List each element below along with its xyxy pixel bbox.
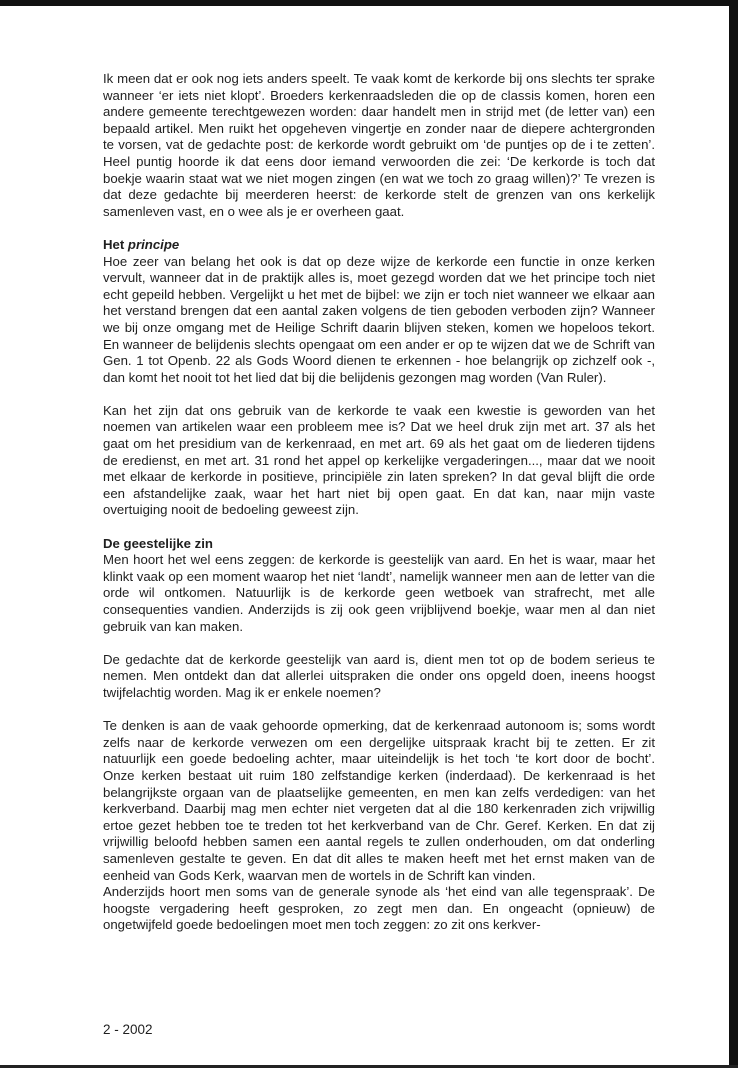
body-text xyxy=(103,71,655,934)
heading-het-principe xyxy=(103,237,655,254)
page-footer-issue: 2 - 2002 xyxy=(103,1022,153,1037)
paragraph-artikelen: Kan het zijn dat ons gebruik van de kerkorde te vaak een kwestie is geworden van het noemen van artikelen waar een probleem mee is? Dat we heel druk zijn met art. 37 als het gaat om het presidium van de kerkenraad, en met art. 69 als het gaat om de liederen tijdens de eredienst, en met art. 31 rond het appel op kerkelijke vergaderingen..., maar dat we nooit met elkaar de kerkorde in positieve, principiële zin laten spreken? In dat geval blijft die orde een afstandelijke zaak, waar het hart niet bij open gaat. En dat kan, naar mijn vaste overtuiging nooit de bedoeling geweest zijn. xyxy=(103,402,655,518)
scan-border-top xyxy=(0,0,738,6)
heading-geestelijke-zin: De geestelijke zin xyxy=(103,535,213,551)
scan-border-right xyxy=(729,0,738,1068)
paragraph-gedachte: De gedachte dat de kerkorde geestelijk van aard is, dient men tot op de bodem serieus te nemen. Men ontdekt dan dat allerlei uitspraken die onder ons opgeld doen, ineens hoogst twijfelachtig worden. Mag ik er enkele noemen? xyxy=(103,651,655,700)
paragraph-intro: Ik meen dat er ook nog iets anders speelt. Te vaak komt de kerkorde bij ons slechts ter sprake wanneer ‘er iets niet klopt’. Broeders kerkenraadsleden die op de classis komen, horen een andere gemeente terechtgewezen worden: daar handelt men in strijd met (de letter van) een bepaald artikel. Men ruikt het opgeheven vingertje en zonder naar de diepere achtergronden te vorsen, vat de gedachte post: de kerkorde wordt gebruikt om ‘de puntjes op de i te zetten’. Heel puntig hoorde ik dat eens door iemand verwoorden die zei: ‘De kerkorde is toch dat boekje waarin staat wat we niet mogen zingen (en wat we toch zo graag willen)?’ Te vrezen is dat deze gedachte bij meerderen heerst: de kerkorde stelt de grenzen van ons kerkelijk samenleven vast, en o wee als je er overheen gaat. xyxy=(103,71,655,219)
paragraph-autonoom: Te denken is aan de vaak gehoorde opmerking, dat de kerkenraad autonoom is; soms wordt zelfs naar de kerkorde verwezen om een dergelijke uitspraak kracht bij te zetten. Er zit natuurlijk een goede bedoeling achter, maar uiteindelijk is het toch ‘te kort door de bocht’. Onze kerken bestaat uit ruim 180 zelfstandige kerken (inderdaad). De kerkenraad is het belangrijkste orgaan van de plaatselijke gemeenten, en men kan zelfs verdedigen: van het kerkverband. Daarbij mag men echter niet vergeten dat al die 180 kerkenraden zich vrijwillig ertoe gezet hebben toe te treden tot het kerkverband van de Chr. Geref. Kerken. En dat zij vrijwillig beloofd hebben samen een aantal regels te zullen onderhouden, om dat onderling samenleven gestalte te geven. En dat dit alles te maken heeft met het ernst maken van de eenheid van Gods Kerk, waarvan men de wortels in de Schrift kan vinden. xyxy=(103,718,655,883)
heading-het-principe-plain: Het xyxy=(103,236,128,252)
heading-het-principe-italic: principe xyxy=(127,236,180,252)
paragraph-synode: Anderzijds hoort men soms van de generale synode als ‘het eind van alle tegenspraak’. De hoogste vergadering heeft gesproken, zo zegt men dan. En ongeacht (opnieuw) de ongetwijfeld goede bedoelingen moet men toch zeggen: zo zit ons kerkver- xyxy=(103,884,655,933)
paragraph-principe: Hoe zeer van belang het ook is dat op deze wijze de kerkorde een functie in onze kerken vervult, wanneer dat in de praktijk alles is, moet gezegd worden dat we het principe toch niet echt gepeild hebben. Vergelijkt u het met de bijbel: we zijn er toch niet wanneer we elkaar aan het verstand brengen dat een aantal zaken volgens de tien geboden verboden zijn? Wanneer we bij onze omgang met de Heilige Schrift daarin blijven steken, komen we hopeloos tekort. En wanneer de belijdenis slechts opengaat om een ander er op te wijzen dat we de Schrift van Gen. 1 tot Openb. 22 als Gods Woord dienen te erkennen - hoe belangrijk op zichzelf ook -, dan komt het nooit tot het lied dat bij die belijdenis gezongen mag worden (Van Ruler). xyxy=(103,253,655,385)
paragraph-geestelijke-zin: Men hoort het wel eens zeggen: de kerkorde is geestelijk van aard. En het is waar, maar het klinkt vaak op een moment waarop het niet ‘landt’, namelijk wanneer men aan de letter van die orde wil ontkomen. Natuurlijk is de kerkorde geen wetboek van strafrecht, met alle consequenties vandien. Anderzijds is zij ook geen vrijblijvend boekje, waar men al dan niet gebruik van kan maken. xyxy=(103,552,655,634)
